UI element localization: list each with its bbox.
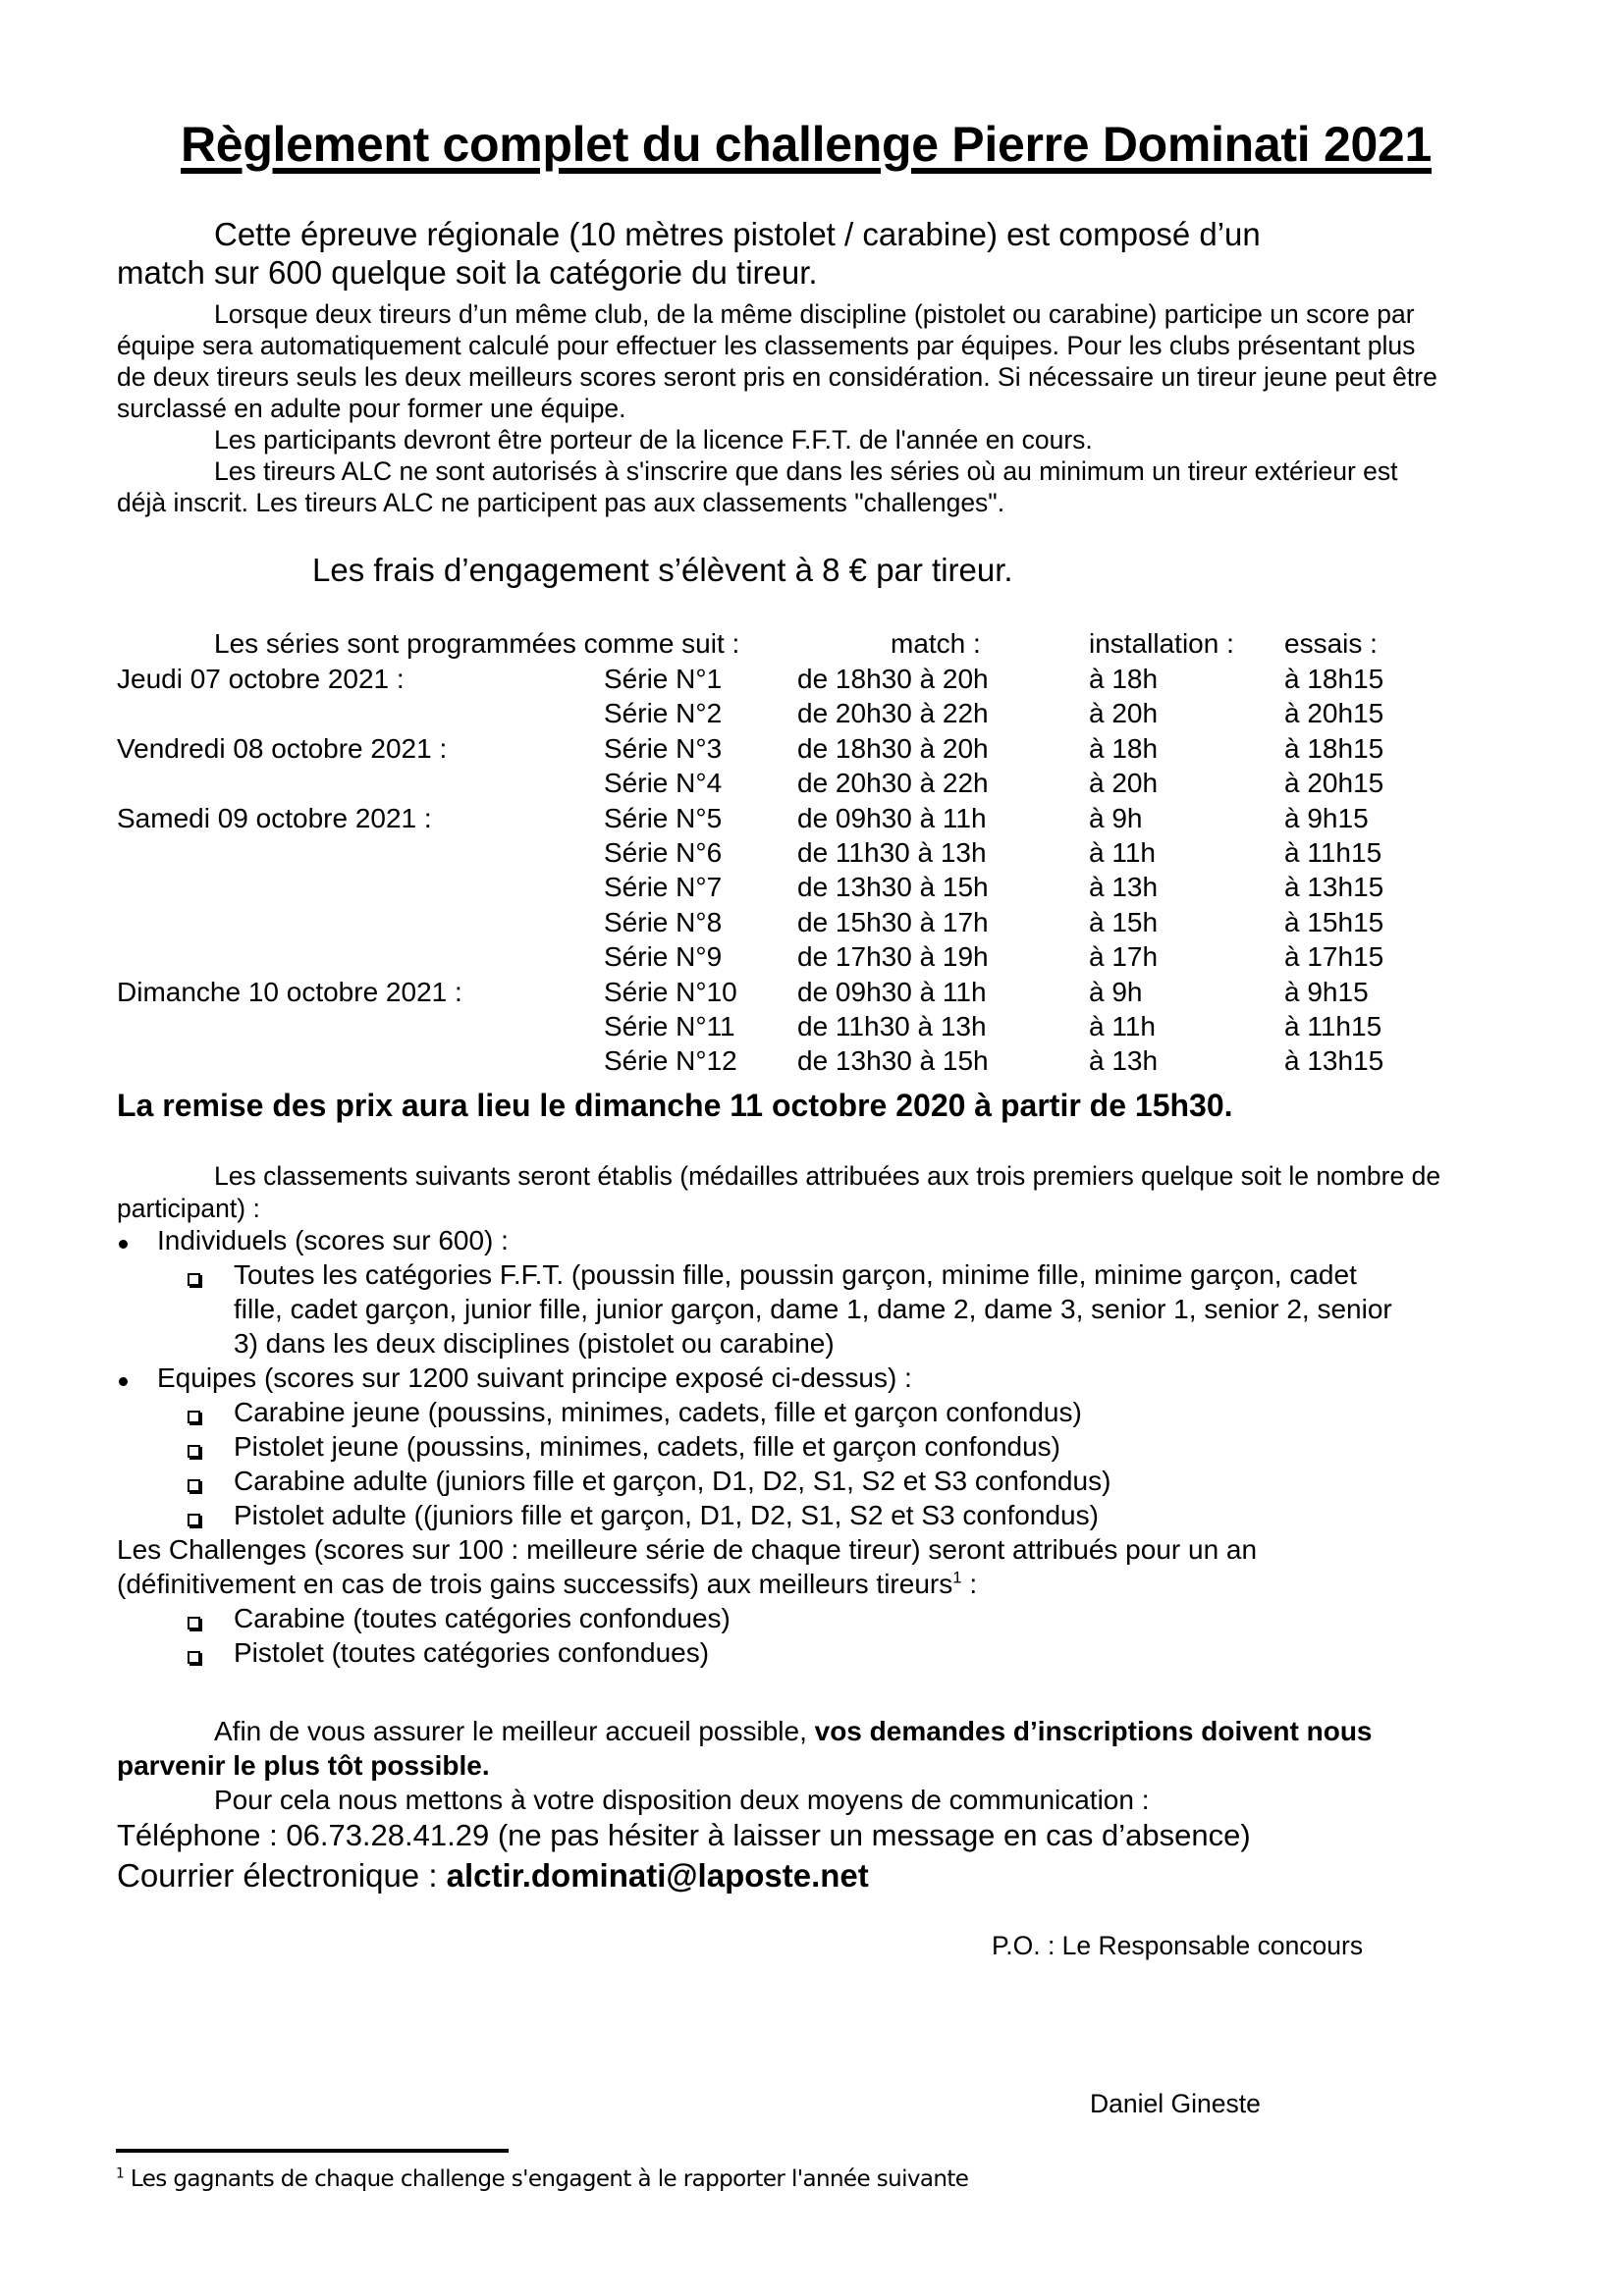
match-time: de 13h30 à 15h — [797, 1045, 989, 1077]
essais-time: à 11h15 — [1284, 1011, 1382, 1041]
checkbox-square-icon — [188, 1479, 200, 1492]
match-time: de 15h30 à 17h — [797, 906, 989, 937]
footnote-text: Les gagnants de chaque challenge s'engagent à le rapporter l'année suivante — [124, 2166, 969, 2192]
footnote-reference[interactable]: 1 — [952, 1568, 962, 1587]
email-link[interactable]: alctir.dominati@laposte.net — [446, 1857, 869, 1894]
serie-number: Série N°1 — [604, 664, 723, 694]
schedule-row — [0, 907, 1624, 942]
match-time: de 17h30 à 19h — [797, 941, 989, 973]
schedule-row — [0, 664, 1624, 699]
schedule-row — [0, 1011, 1624, 1046]
header-essais: essais : — [1284, 628, 1378, 659]
challenge-item: Pistolet (toutes catégories confondues) — [234, 1637, 710, 1668]
installation-time: à 9h — [1089, 802, 1143, 833]
serie-number: Série N°7 — [604, 872, 723, 903]
email-label: Courrier électronique : — [117, 1857, 447, 1894]
schedule-row — [0, 733, 1624, 769]
serie-number: Série N°9 — [604, 941, 723, 973]
schedule-date: Jeudi 07 octobre 2021 : — [117, 664, 405, 694]
ranking-team-item: Pistolet adulte ((juniors fille et garçon, D1, D2, S1, S2 et S3 confondus) — [234, 1500, 1099, 1530]
team-rules-line: de deux tireurs seuls les deux meilleurs scores seront pris en considération. Si nécessaire un tireur jeune peut être — [117, 362, 1437, 392]
installation-time: à 11h — [1089, 1011, 1156, 1041]
match-time: de 09h30 à 11h — [797, 802, 987, 833]
installation-time: à 20h — [1089, 768, 1159, 799]
phone-label: Téléphone : — [117, 1818, 287, 1852]
schedule-row — [0, 1045, 1624, 1081]
registration-text: Afin de vous assurer le meilleur accueil possible, — [214, 1716, 815, 1746]
schedule-row — [0, 941, 1624, 977]
registration-emphasis: vos demandes d’inscriptions doivent nous — [814, 1716, 1373, 1746]
schedule-intro: Les séries sont programmées comme suit : — [214, 628, 740, 659]
checkbox-square-icon — [188, 1514, 200, 1526]
schedule-row — [0, 698, 1624, 733]
contact-means-intro: Pour cela nous mettons à votre disposition deux moyens de communication : — [214, 1785, 1150, 1815]
schedule-date: Dimanche 10 octobre 2021 : — [117, 976, 462, 1007]
essais-time: à 17h15 — [1284, 941, 1384, 973]
phone-note: (ne pas hésiter à laisser un message en cas d’absence) — [489, 1818, 1251, 1852]
serie-number: Série N°8 — [604, 906, 723, 937]
footnote-number: 1 — [116, 2165, 125, 2182]
award-ceremony: La remise des prix aura lieu le dimanche 11 octobre 2020 à partir de 15h30. — [117, 1088, 1233, 1123]
match-time: de 20h30 à 22h — [797, 768, 989, 799]
phone-contact — [117, 1818, 1251, 1853]
bullet-dot-icon — [119, 1377, 128, 1386]
schedule-row — [0, 837, 1624, 873]
page-title: Règlement complet du challenge Pierre Dominati 2021 — [181, 117, 1432, 172]
footnote-separator — [116, 2149, 509, 2153]
match-time: de 11h30 à 13h — [797, 1011, 987, 1041]
schedule-date: Vendredi 08 octobre 2021 : — [117, 732, 448, 764]
intro-line-2: match sur 600 quelque soit la catégorie du tireur. — [117, 254, 818, 291]
team-rules-line: surclassé en adulte pour former une équipe. — [117, 394, 626, 423]
ranking-individual-item-line: Toutes les catégories F.F.T. (poussin fille, poussin garçon, minime fille, minime garçon, cadet — [234, 1259, 1357, 1290]
registration-line-1 — [214, 1716, 1373, 1747]
essais-time: à 9h15 — [1284, 976, 1369, 1007]
schedule-header — [0, 628, 1624, 664]
rankings-intro-line-1: Les classements suivants seront établis (médailles attribuées aux trois premiers quelque soit le nombre de — [214, 1161, 1441, 1191]
team-rules-line: Lorsque deux tireurs d’un même club, de la même discipline (pistolet ou carabine) participe un score par — [214, 299, 1415, 329]
bullet-dot-icon — [119, 1240, 128, 1249]
checkbox-square-icon — [188, 1411, 200, 1423]
installation-time: à 9h — [1089, 976, 1143, 1007]
email-contact — [117, 1857, 869, 1895]
essais-time: à 18h15 — [1284, 664, 1384, 694]
registration-line-2: parvenir le plus tôt possible. — [117, 1750, 490, 1781]
installation-time: à 15h — [1089, 906, 1159, 937]
ranking-individual-label: Individuels (scores sur 600) : — [157, 1225, 509, 1255]
ranking-individual-item-line: fille, cadet garçon, junior fille, junior garçon, dame 1, dame 2, dame 3, senior 1, senior 2, senior — [234, 1294, 1392, 1324]
essais-time: à 13h15 — [1284, 872, 1384, 903]
checkbox-square-icon — [188, 1617, 200, 1629]
team-rules-line: équipe sera automatiquement calculé pour effectuer les classements par équipes. Pour les clubs présentant plus — [117, 331, 1416, 360]
phone-number[interactable]: 06.73.28.41.29 — [286, 1818, 490, 1852]
alc-rule-line-2: déjà inscrit. Les tireurs ALC ne participent pas aux classements "challenges". — [117, 488, 1005, 517]
essais-time: à 13h15 — [1284, 1045, 1384, 1077]
challenges-line-2-end: : — [961, 1569, 978, 1599]
essais-time: à 20h15 — [1284, 698, 1384, 729]
rankings-intro-line-2: participant) : — [117, 1194, 260, 1223]
signature-name: Daniel Gineste — [1090, 2089, 1261, 2118]
intro-line-1: Cette épreuve régionale (10 mètres pistolet / carabine) est composé d’un — [214, 216, 1261, 252]
match-time: de 18h30 à 20h — [797, 732, 989, 764]
installation-time: à 13h — [1089, 1045, 1159, 1077]
essais-time: à 15h15 — [1284, 906, 1384, 937]
checkbox-square-icon — [188, 1273, 200, 1286]
installation-time: à 13h — [1089, 872, 1159, 903]
installation-time: à 11h — [1089, 837, 1156, 868]
challenges-line-1: Les Challenges (scores sur 100 : meilleure série de chaque tireur) seront attribués pour un an — [117, 1534, 1258, 1565]
fees-statement: Les frais d’engagement s’élèvent à 8 € par tireur. — [312, 552, 1013, 588]
serie-number: Série N°11 — [604, 1011, 735, 1041]
match-time: de 20h30 à 22h — [797, 698, 989, 729]
installation-time: à 18h — [1089, 732, 1159, 764]
match-time: de 18h30 à 20h — [797, 664, 989, 694]
checkbox-square-icon — [188, 1445, 200, 1458]
match-time: de 11h30 à 13h — [797, 837, 987, 868]
ranking-team-item: Carabine jeune (poussins, minimes, cadets, fille et garçon confondus) — [234, 1397, 1082, 1427]
ranking-team-item: Pistolet jeune (poussins, minimes, cadets, fille et garçon confondus) — [234, 1431, 1060, 1462]
challenges-line-2-text: (définitivement en cas de trois gains successifs) aux meilleurs tireurs — [117, 1569, 953, 1599]
schedule-date: Samedi 09 octobre 2021 : — [117, 802, 432, 833]
ranking-individual-item-line: 3) dans les deux disciplines (pistolet ou carabine) — [234, 1328, 835, 1359]
header-installation: installation : — [1089, 628, 1234, 659]
match-time: de 13h30 à 15h — [797, 872, 989, 903]
header-match: match : — [891, 628, 981, 659]
schedule-row — [0, 977, 1624, 1012]
ranking-teams-label: Equipes (scores sur 1200 suivant principe exposé ci-dessus) : — [157, 1362, 912, 1393]
installation-time: à 17h — [1089, 941, 1159, 973]
schedule-row — [0, 872, 1624, 907]
essais-time: à 11h15 — [1284, 837, 1382, 868]
serie-number: Série N°10 — [604, 976, 737, 1007]
serie-number: Série N°3 — [604, 732, 723, 764]
serie-number: Série N°12 — [604, 1045, 737, 1077]
licence-rule: Les participants devront être porteur de la licence F.F.T. de l'année en cours. — [214, 425, 1093, 454]
installation-time: à 20h — [1089, 698, 1159, 729]
essais-time: à 20h15 — [1284, 768, 1384, 799]
match-time: de 09h30 à 11h — [797, 976, 987, 1007]
alc-rule-line-1: Les tireurs ALC ne sont autorisés à s'inscrire que dans les séries où au minimum un tireur extérieur est — [214, 456, 1398, 486]
installation-time: à 18h — [1089, 664, 1159, 694]
schedule-row — [0, 803, 1624, 838]
ranking-team-item: Carabine adulte (juniors fille et garçon, D1, D2, S1, S2 et S3 confondus) — [234, 1466, 1111, 1496]
footnote — [116, 2166, 968, 2192]
serie-number: Série N°5 — [604, 802, 723, 833]
signature-role: P.O. : Le Responsable concours — [992, 1931, 1364, 1960]
challenge-item: Carabine (toutes catégories confondues) — [234, 1603, 731, 1633]
essais-time: à 9h15 — [1284, 802, 1369, 833]
serie-number: Série N°4 — [604, 768, 723, 799]
serie-number: Série N°2 — [604, 698, 723, 729]
serie-number: Série N°6 — [604, 837, 723, 868]
challenges-line-2 — [117, 1569, 977, 1600]
schedule-row — [0, 768, 1624, 803]
essais-time: à 18h15 — [1284, 732, 1384, 764]
checkbox-square-icon — [188, 1651, 200, 1664]
